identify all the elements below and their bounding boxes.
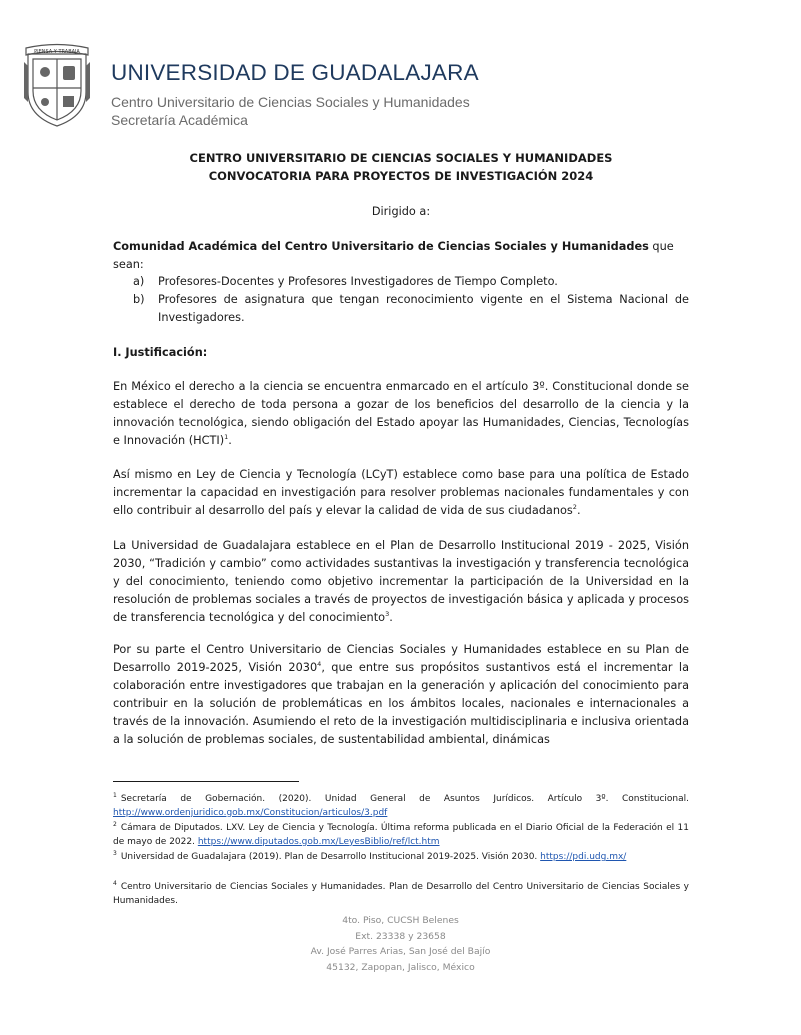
footnote-text: Universidad de Guadalajara (2019). Plan de Desarrollo Institucional 2019-2025. Visión 2030. (120, 852, 538, 862)
list-item-text: Profesores-Docentes y Profesores Investigadores de Tiempo Completo. (158, 275, 558, 288)
paragraph-1-end: . (228, 434, 232, 447)
paragraph-4-rest: , que entre sus propósitos sustantivos está el incrementar la colaboración entre investigadores que trabajan en la generación y aplicación del conocimiento para contribuir en la solución de problemáticas en los ámbitos locales, nacionales e internacionales a través de la innovación. Asumiendo el reto de la investigación multidisciplinaria e inclusiva orientada a la solución de problemas sociales, de sustentabilidad ambiental, dinámicas (113, 661, 689, 746)
university-office: Secretaría Académica (111, 112, 248, 128)
footnote-text: Cámara de Diputados. LXV. Ley de Ciencia y Tecnología. Última reforma publicada en el Diario Oficial de la Federación el 11 de mayo de 2022. (113, 823, 689, 847)
footer-line: 4to. Piso, CUCSH Belenes (342, 915, 459, 926)
footnote-link[interactable]: https://pdi.udg.mx/ (540, 852, 627, 862)
footnote-number: 2 (113, 821, 117, 828)
university-seal-icon (22, 42, 92, 128)
footnote-ref: 3 (385, 610, 390, 619)
addressed-to: Dirigido a: (371, 205, 431, 218)
list-item-text: Profesores de asignatura que tengan reconocimiento vigente en el Sistema Nacional de Investigadores. (158, 293, 689, 324)
footer-line: Ext. 23338 y 23658 (355, 930, 446, 942)
list-marker: b) (133, 293, 145, 306)
title-line-1: CENTRO UNIVERSITARIO DE CIENCIAS SOCIALES Y HUMANIDADES (189, 151, 613, 165)
document-title (113, 149, 689, 185)
paragraph-2-end: . (576, 504, 581, 517)
university-center: Centro Universitario de Ciencias Sociales y Humanidades (111, 94, 470, 110)
footnote-number: 3 (113, 850, 117, 857)
footer-line: 45132, Zapopan, Jalisco, México (326, 961, 475, 973)
footnote-2 (113, 822, 689, 849)
paragraph-3-text: La Universidad de Guadalajara establece en el Plan de Desarrollo Institucional 2019 - 2025, Visión 2030, “Tradición y cambio” como actividades sustantivas la investigación y transferencia tecnológica y del conocimiento, teniendo como objetivo incrementar la participación de la Universidad en la resolución de problemas sociales a través de proyectos de investigación básica y aplicada y procesos de transferencia tecnológica y del conocimiento (113, 539, 689, 624)
paragraph-2 (113, 466, 689, 520)
footnote-number: 4 (113, 880, 117, 887)
footnote-link[interactable]: https://www.diputados.gob.mx/LeyesBiblio/ref/lct.htm (197, 836, 440, 847)
paragraph-3 (113, 537, 689, 627)
list-item (113, 291, 689, 327)
footnote-ref: 1 (224, 433, 229, 442)
footnote-text: Centro Universitario de Ciencias Sociales y Humanidades. Plan de Desarrollo del Centro Universitario de Ciencias Sociales y Humanidades. (113, 882, 689, 906)
audience-bold: Comunidad Académica del Centro Universitario de Ciencias Sociales y Humanidades (113, 240, 649, 253)
footnote-3 (113, 851, 689, 865)
audience-paragraph (113, 238, 689, 274)
footer-address (0, 913, 801, 975)
footnote-1 (113, 793, 689, 820)
footnote-ref: 2 (572, 503, 577, 512)
section-heading: I. Justificación: (113, 346, 208, 359)
list-item (113, 273, 689, 291)
footnote-ref: 4 (317, 660, 322, 669)
list-marker: a) (133, 275, 145, 288)
title-line-2: CONVOCATORIA PARA PROYECTOS DE INVESTIGACIÓN 2024 (208, 169, 594, 183)
university-name: UNIVERSIDAD DE GUADALAJARA (111, 60, 479, 85)
footnote-4 (113, 881, 689, 908)
footer-line: Av. José Parres Arias, San José del Bajío (310, 946, 491, 957)
eligibility-list (113, 273, 689, 327)
footnote-text: Secretaría de Gobernación. (2020). Unidad General de Asuntos Jurídicos. Artículo 3º. Constitucional. (120, 794, 689, 804)
paragraph-3-end: . (389, 611, 393, 624)
footnote-link[interactable]: http://www.ordenjuridico.gob.mx/Constitucion/articulos/3.pdf (113, 807, 388, 818)
audience-rest: que sean: (113, 240, 674, 271)
paragraph-1 (113, 378, 689, 450)
paragraph-2-text: Así mismo en Ley de Ciencia y Tecnología (LCyT) establece como base para una política de Estado incrementar la capacidad en investigación para resolver problemas nacionales fundamentales y con ello contribuir al desarrollo del país y elevar la calidad de vida de sus ciudadanos (113, 468, 689, 517)
footnote-divider (113, 781, 299, 782)
footnote-number: 1 (113, 792, 117, 799)
seal-motto: PIENSA Y TRABAJA (34, 49, 80, 55)
paragraph-4-text: Por su parte el Centro Universitario de Ciencias Sociales y Humanidades establece en su Plan de Desarrollo 2019-2025, Visión 2030 (113, 643, 689, 674)
paragraph-1-text: En México el derecho a la ciencia se encuentra enmarcado en el artículo 3º. Constitucional donde se establece el derecho de toda persona a gozar de los beneficios del desarrollo de la ciencia y la innovación tecnológica, siendo obligación del Estado apoyar las Humanidades, Ciencias, Tecnologías e Innovación (HCTI) (113, 380, 689, 447)
paragraph-4 (113, 641, 689, 749)
